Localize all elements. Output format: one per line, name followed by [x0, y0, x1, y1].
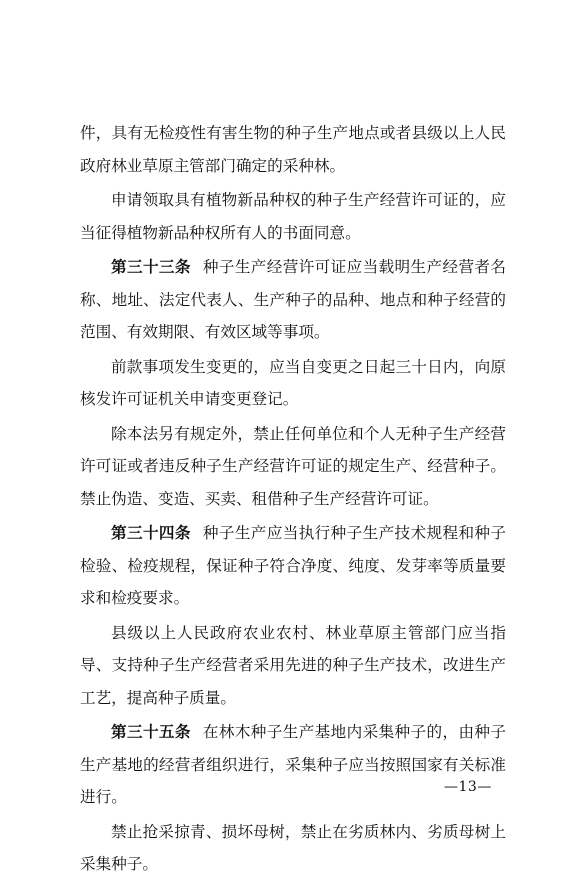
paragraph	[80, 617, 506, 715]
document-body	[80, 117, 506, 883]
paragraph-text: 件，具有无检疫性有害生物的种子生产地点或者县级以上人民政府林业草原主管部门确定的采种林。	[80, 124, 506, 175]
article-35	[80, 716, 506, 814]
page-number: —13—	[444, 779, 492, 795]
article-heading: 第三十四条	[111, 524, 191, 542]
paragraph-continuation	[80, 117, 506, 182]
paragraph-text: 在林木种子生产基地内采集种子的，由种子生产基地的经营者组织进行，采集种子应当按照国家有关标准进行。	[80, 723, 506, 806]
paragraph-text: 除本法另有规定外，禁止任何单位和个人无种子生产经营许可证或者违反种子生产经营许可证的规定生产、经营种子。禁止伪造、变造、买卖、租借种子生产经营许可证。	[80, 424, 506, 508]
paragraph-text: 种子生产经营许可证应当载明生产经营者名称、地址、法定代表人、生产种子的品种、地点和种子经营的范围、有效期限、有效区域等事项。	[80, 258, 506, 341]
paragraph-text: 县级以上人民政府农业农村、林业草原主管部门应当指导、支持种子生产经营者采用先进的种子生产技术，改进生产工艺，提高种子质量。	[80, 623, 506, 707]
paragraph-text: 禁止抢采掠青、损坏母树，禁止在劣质林内、劣质母树上采集种子。	[80, 822, 506, 873]
paragraph	[80, 418, 506, 516]
article-heading: 第三十五条	[111, 723, 191, 741]
paragraph-text: 种子生产应当执行种子生产技术规程和种子检验、检疫规程，保证种子符合净度、纯度、发芽率等质量要求和检疫要求。	[80, 524, 506, 607]
article-34	[80, 517, 506, 615]
paragraph	[80, 184, 506, 249]
paragraph-text: 前款事项发生变更的，应当自变更之日起三十日内，向原核发许可证机关申请变更登记。	[80, 357, 506, 408]
paragraph	[80, 351, 506, 416]
paragraph	[80, 816, 506, 881]
paragraph-text: 申请领取具有植物新品种权的种子生产经营许可证的，应当征得植物新品种权所有人的书面同意。	[80, 191, 506, 242]
article-heading: 第三十三条	[111, 258, 191, 276]
article-33	[80, 251, 506, 349]
